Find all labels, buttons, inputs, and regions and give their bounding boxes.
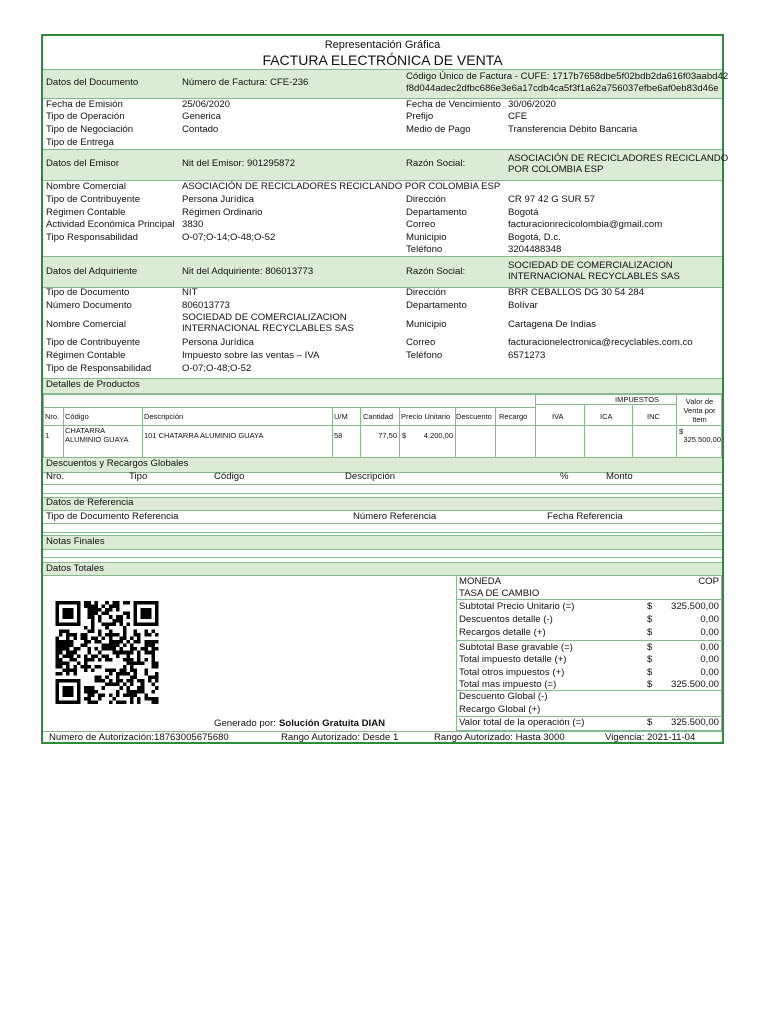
totals-currency: $	[647, 614, 653, 625]
adquiriente-label: Dirección	[406, 287, 446, 298]
totals-value: 325.500,00	[670, 717, 719, 728]
product-total: 325.500,00	[683, 435, 721, 444]
totals-label: Subtotal Base gravable (=)	[459, 642, 573, 653]
totals-currency: $	[647, 601, 653, 612]
emisor-section-title: Datos del Emisor	[46, 158, 120, 169]
products-band	[43, 378, 722, 394]
adquiriente-razon-2: INTERNACIONAL RECYCLABLES SAS	[508, 271, 680, 282]
adquiriente-value: 6571273	[508, 350, 546, 361]
emisor-label: Dirección	[406, 194, 446, 205]
adquiriente-nombre-2: INTERNACIONAL RECYCLABLES SAS	[182, 323, 354, 334]
document-value: 30/06/2020	[508, 99, 557, 110]
totals-label: Descuento Global (-)	[459, 691, 548, 702]
adquiriente-razon-label: Razón Social:	[406, 266, 466, 277]
emisor-value: 3204488348	[508, 244, 562, 255]
emisor-value: Bogotá	[508, 207, 539, 218]
emisor-label: Departamento	[406, 207, 467, 218]
referencia-column-header: Fecha Referencia	[547, 511, 623, 522]
products-column-header: Cantidad	[363, 412, 394, 421]
products-section-title: Detalles de Productos	[46, 379, 140, 390]
totales-section-title: Datos Totales	[46, 563, 104, 574]
emisor-label: Teléfono	[406, 244, 443, 255]
totals-currency: $	[647, 667, 653, 678]
referencia-column-header: Tipo de Documento Referencia	[46, 511, 179, 522]
products-column-header: Descuento	[456, 412, 492, 421]
emisor-label: Régimen Contable	[46, 207, 126, 218]
emisor-label: Nombre Comercial	[46, 181, 126, 192]
totals-label: Recargos detalle (+)	[459, 627, 546, 638]
adquiriente-label: Tipo de Responsabilidad	[46, 363, 152, 374]
adquiriente-value: 806013773	[182, 300, 231, 311]
emisor-value: facturacionrecicolombia@gmail.com	[508, 219, 663, 230]
adquiriente-value: Cartagena De Indias	[508, 319, 596, 330]
valor-header-3: Item	[692, 415, 707, 424]
numero-autorizacion: Numero de Autorización:18763005675680	[49, 732, 229, 743]
emisor-label: Municipio	[406, 232, 447, 243]
cufe-value: f8d044adec2dfbc686e3e6a17cdb4ca5f3f1a62a756037efbe6af0eb83d46e	[406, 83, 719, 94]
emisor-label: Tipo de Contribuyente	[46, 194, 141, 205]
document-value: CFE	[508, 111, 528, 122]
totals-currency: $	[647, 679, 653, 690]
adquiriente-razon-1: SOCIEDAD DE COMERCIALIZACION	[508, 260, 673, 271]
totals-value: 0,00	[700, 614, 719, 625]
rango-desde: Rango Autorizado: Desde 1	[281, 732, 399, 743]
totales-band	[43, 562, 722, 576]
totals-label: Valor total de la operación (=)	[459, 717, 585, 728]
rango-hasta: Rango Autorizado: Hasta 3000	[434, 732, 565, 743]
descuentos-column-header: Tipo	[129, 471, 148, 482]
totals-currency: $	[647, 654, 653, 665]
referencia-column-header: Número Referencia	[353, 511, 437, 522]
invoice-subtitle: Representación Gráfica	[324, 39, 441, 51]
document-section-title: Datos del Documento	[46, 77, 139, 88]
cufe-label: Código Único de Factura - CUFE: 1717b7658dbe5f02bdb2da616f03aabd42	[406, 71, 729, 82]
moneda-value: COP	[698, 576, 719, 587]
totals-value: 0,00	[700, 654, 719, 665]
descuentos-column-header: Descripción	[345, 471, 396, 482]
referencia-section-title: Datos de Referencia	[46, 497, 134, 508]
adquiriente-label: Municipio	[406, 319, 447, 330]
vigencia: Vigencia: 2021-11-04	[605, 732, 696, 743]
adquiriente-label: Teléfono	[406, 350, 443, 361]
notas-band	[43, 535, 722, 550]
generado-por-label: Generado por:	[214, 718, 276, 729]
emisor-label: Correo	[406, 219, 436, 230]
document-label: Prefijo	[406, 111, 434, 122]
emisor-razon-1: ASOCIACIÓN DE RECICLADORES RECICLANDO	[508, 153, 729, 164]
emisor-value: 3830	[182, 219, 204, 230]
moneda-label: MONEDA	[459, 576, 502, 587]
totals-currency: $	[647, 717, 653, 728]
emisor-label: Tipo Responsabilidad	[46, 232, 138, 243]
document-label: Fecha de Emisión	[46, 99, 123, 110]
tasa-label: TASA DE CAMBIO	[459, 588, 540, 599]
product-code-2: ALUMINIO GUAYA	[65, 435, 129, 444]
totals-value: 0,00	[700, 667, 719, 678]
emisor-value: Régimen Ordinario	[182, 207, 263, 218]
products-column-header: Código	[65, 412, 89, 421]
qr-code-icon	[53, 601, 161, 704]
product-total-currency: $	[679, 427, 684, 436]
generado-por-value: Solución Gratuita DIAN	[279, 718, 386, 729]
products-column-header: U/M	[334, 412, 348, 421]
emisor-value: Persona Jurídica	[182, 194, 254, 205]
document-label: Tipo de Operación	[46, 111, 125, 122]
product-code-1: CHATARRA	[65, 426, 106, 435]
emisor-value: O-07;O-14;O-48;O-52	[182, 232, 276, 243]
totals-currency: $	[647, 642, 653, 653]
totals-label: Descuentos detalle (-)	[459, 614, 553, 625]
products-column-header: IVA	[552, 412, 564, 421]
notas-section-title: Notas Finales	[46, 536, 105, 547]
emisor-razon-label: Razón Social:	[406, 158, 466, 169]
product-um: 58	[334, 431, 343, 440]
document-label: Tipo de Negociación	[46, 124, 134, 135]
document-label: Tipo de Entrega	[46, 137, 114, 148]
valor-header-1: Valor de	[685, 397, 714, 406]
totals-label: Total impuesto detalle (+)	[459, 654, 567, 665]
adquiriente-value: NIT	[182, 287, 198, 298]
products-column-header: Nro.	[45, 412, 60, 421]
adquiriente-value: O-07;O-48;O-52	[182, 363, 252, 374]
totals-value: 0,00	[700, 642, 719, 653]
products-column-header: Precio Unitario	[401, 412, 451, 421]
invoice-sheet	[41, 34, 729, 744]
totals-label: Recargo Global (+)	[459, 704, 541, 715]
products-column-header: INC	[647, 412, 660, 421]
adquiriente-nit: Nit del Adquiriente: 806013773	[182, 266, 314, 277]
totals-currency: $	[647, 627, 653, 638]
adquiriente-value: Persona Jurídica	[182, 337, 254, 348]
adquiriente-value: facturacionelectronica@recyclables.com.co	[508, 337, 693, 348]
products-column-header: Recargo	[499, 412, 528, 421]
document-label: Fecha de Vencimiento	[406, 99, 501, 110]
product-price-currency: $	[402, 431, 407, 440]
adquiriente-value: BRR CEBALLOS DG 30 54 284	[508, 287, 644, 298]
products-column-header: Descripción	[144, 412, 184, 421]
totals-label: Subtotal Precio Unitario (=)	[459, 601, 575, 612]
totals-value: 325.500,00	[670, 679, 719, 690]
document-value: Generica	[182, 111, 221, 122]
invoice-title: FACTURA ELECTRÓNICA DE VENTA	[262, 52, 503, 68]
document-value: Contado	[182, 124, 219, 135]
document-label: Medio de Pago	[406, 124, 471, 135]
product-nro: 1	[45, 431, 50, 440]
document-value: Transferencia Débito Bancaria	[508, 124, 638, 135]
product-description: 101 CHATARRA ALUMINIO GUAYA	[144, 431, 264, 440]
adquiriente-label: Número Documento	[46, 300, 132, 311]
emisor-razon-2: POR COLOMBIA ESP	[508, 164, 604, 175]
adquiriente-label: Correo	[406, 337, 436, 348]
descuentos-column-header: %	[560, 471, 569, 482]
adquiriente-value: Impuesto sobre las ventas – IVA	[182, 350, 320, 361]
emisor-label: Actividad Económica Principal	[46, 219, 175, 230]
emisor-value: CR 97 42 G SUR 57	[508, 194, 595, 205]
adquiriente-section-title: Datos del Adquiriente	[46, 266, 138, 277]
totals-value: 0,00	[700, 627, 719, 638]
adquiriente-label: Régimen Contable	[46, 350, 126, 361]
totals-value: 325.500,00	[670, 601, 719, 612]
descuentos-column-header: Monto	[606, 471, 633, 482]
adquiriente-label: Departamento	[406, 300, 467, 311]
emisor-value: ASOCIACIÓN DE RECICLADORES RECICLANDO POR COLOMBIA ESP	[182, 181, 501, 192]
descuentos-column-header: Código	[214, 471, 245, 482]
product-quantity: 77,50	[378, 431, 397, 440]
adquiriente-nombre-1: SOCIEDAD DE COMERCIALIZACION	[182, 312, 347, 323]
adquiriente-label: Tipo de Contribuyente	[46, 337, 141, 348]
descuentos-section-title: Descuentos y Recargos Globales	[46, 458, 189, 469]
product-unit-price: 4.200,00	[423, 431, 453, 440]
totals-label: Total otros impuestos (+)	[459, 667, 565, 678]
emisor-nit: Nit del Emisor: 901295872	[182, 158, 296, 169]
totals-label: Total mas impuesto (=)	[459, 679, 557, 690]
impuestos-header: IMPUESTOS	[615, 395, 660, 404]
descuentos-column-header: Nro.	[46, 471, 65, 482]
adquiriente-label: Tipo de Documento	[46, 287, 130, 298]
adquiriente-value: Bolívar	[508, 300, 538, 311]
invoice-number: Número de Factura: CFE-236	[182, 77, 309, 88]
emisor-value: Bogotá, D.c.	[508, 232, 561, 243]
referencia-band	[43, 497, 722, 511]
adquiriente-label: Nombre Comercial	[46, 319, 126, 330]
valor-header-2: Venta por	[683, 406, 716, 415]
products-column-header: ICA	[600, 412, 613, 421]
document-value: 25/06/2020	[182, 99, 231, 110]
